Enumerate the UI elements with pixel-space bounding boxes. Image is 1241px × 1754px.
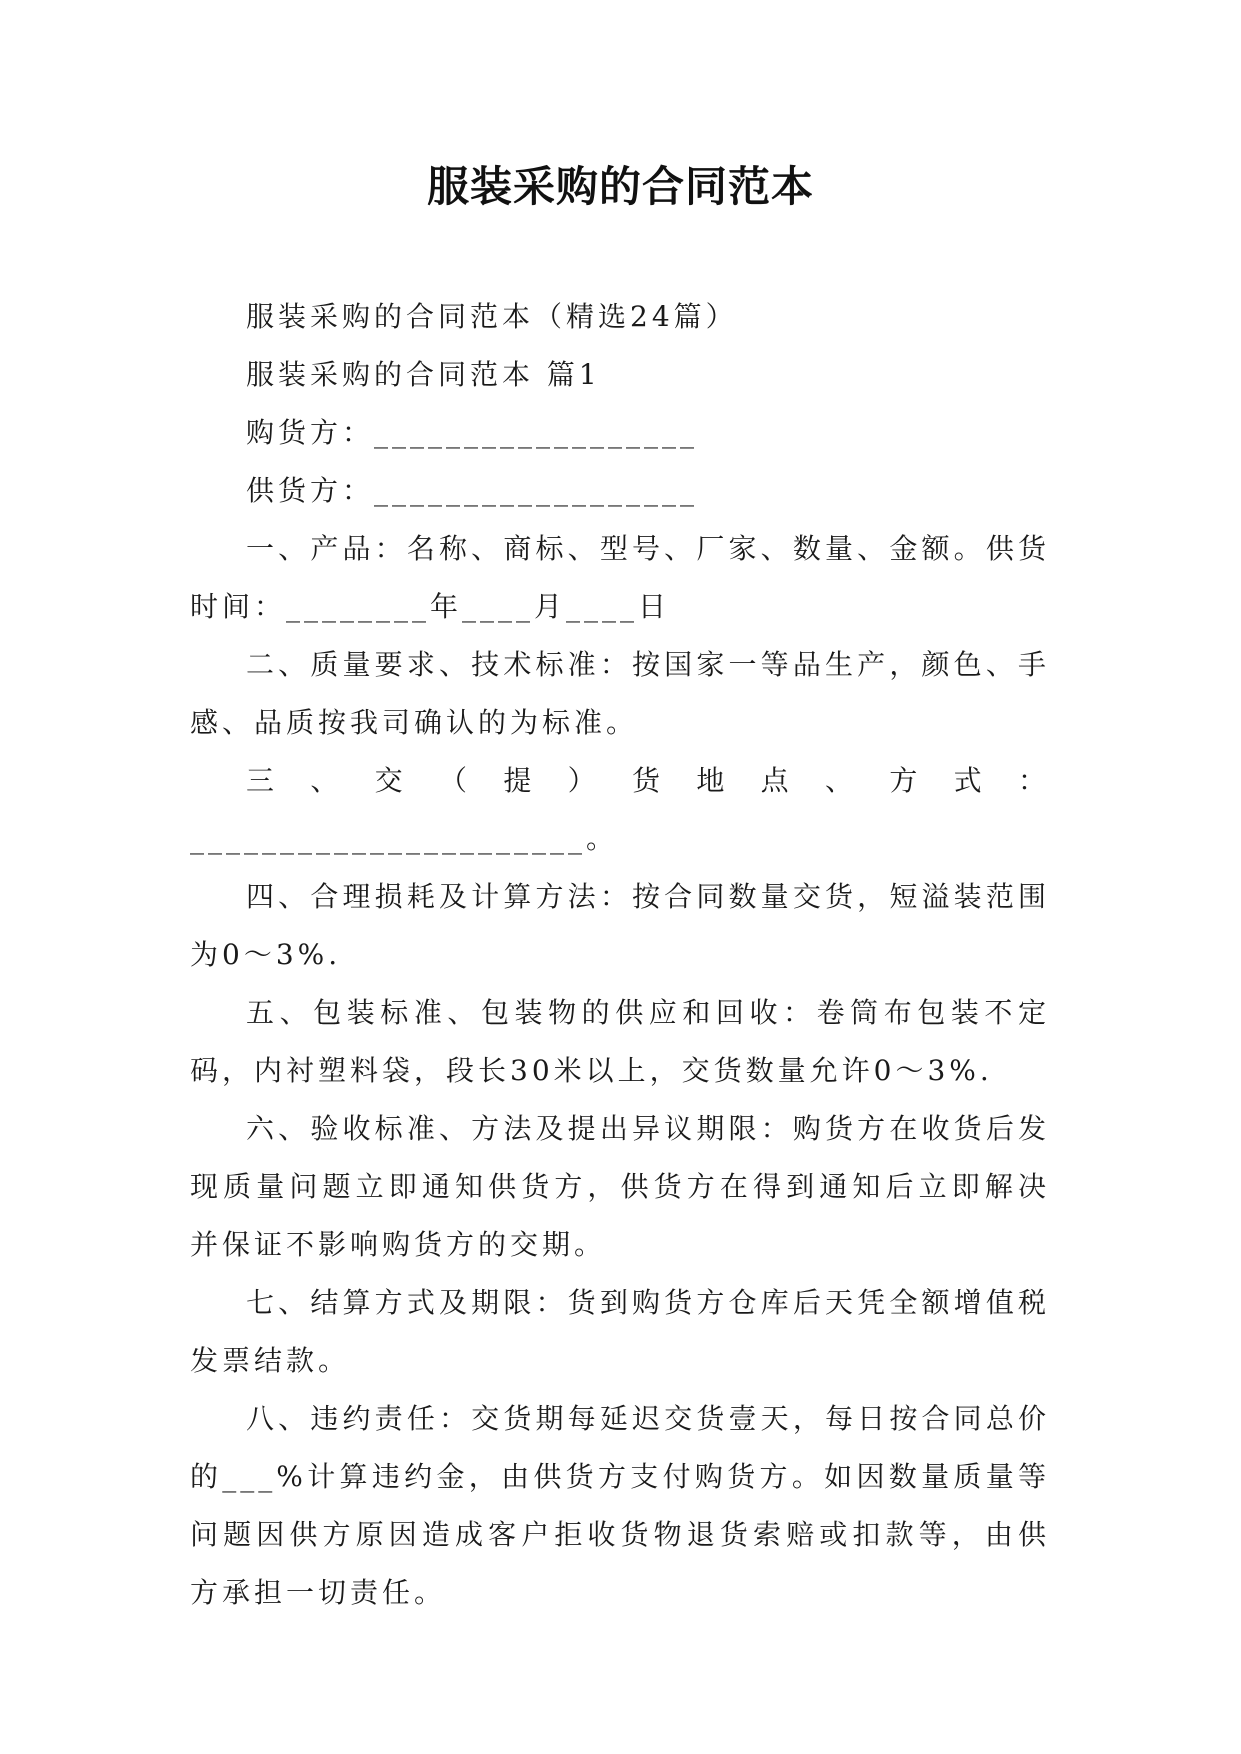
paragraph-clause-7: 七、结算方式及期限：货到购货方仓库后天凭全额增值税发票结款。	[190, 1286, 1050, 1377]
paragraph-buyer: 购货方：__________________	[246, 416, 699, 449]
paragraph-supplier: 供货方：__________________	[246, 474, 699, 507]
document-title: 服装采购的合同范本	[426, 162, 814, 211]
paragraph-clause-3: 三、交（提）货地点、方式：______________________。	[190, 764, 1050, 855]
paragraph-clause-8: 八、违约责任：交货期每延迟交货壹天，每日按合同总价的___%计算违约金，由供货方支付购货方。如因数量质量等问题因供方原因造成客户拒收货物退货索赔或扣款等，由供方承担一切责任。	[190, 1402, 1050, 1609]
paragraph-clause-1: 一、产品：名称、商标、型号、厂家、数量、金额。供货时间：________年____月____日	[190, 532, 1050, 623]
paragraph-clause-4: 四、合理损耗及计算方法：按合同数量交货，短溢装范围为0～3%.	[190, 880, 1050, 971]
paragraph-clause-2: 二、质量要求、技术标准：按国家一等品生产，颜色、手感、品质按我司确认的为标准。	[190, 648, 1050, 739]
paragraph-clause-6: 六、验收标准、方法及提出异议期限：购货方在收货后发现质量问题立即通知供货方，供货方在得到通知后立即解决并保证不影响购货方的交期。	[190, 1112, 1050, 1261]
document-body	[190, 288, 1050, 1622]
paragraph-subtitle: 服装采购的合同范本（精选24篇）	[246, 300, 738, 333]
paragraph-section-heading: 服装采购的合同范本 篇1	[246, 358, 601, 391]
paragraph-clause-5: 五、包装标准、包装物的供应和回收：卷筒布包装不定码，内衬塑料袋，段长30米以上，交货数量允许0～3%.	[190, 996, 1050, 1087]
